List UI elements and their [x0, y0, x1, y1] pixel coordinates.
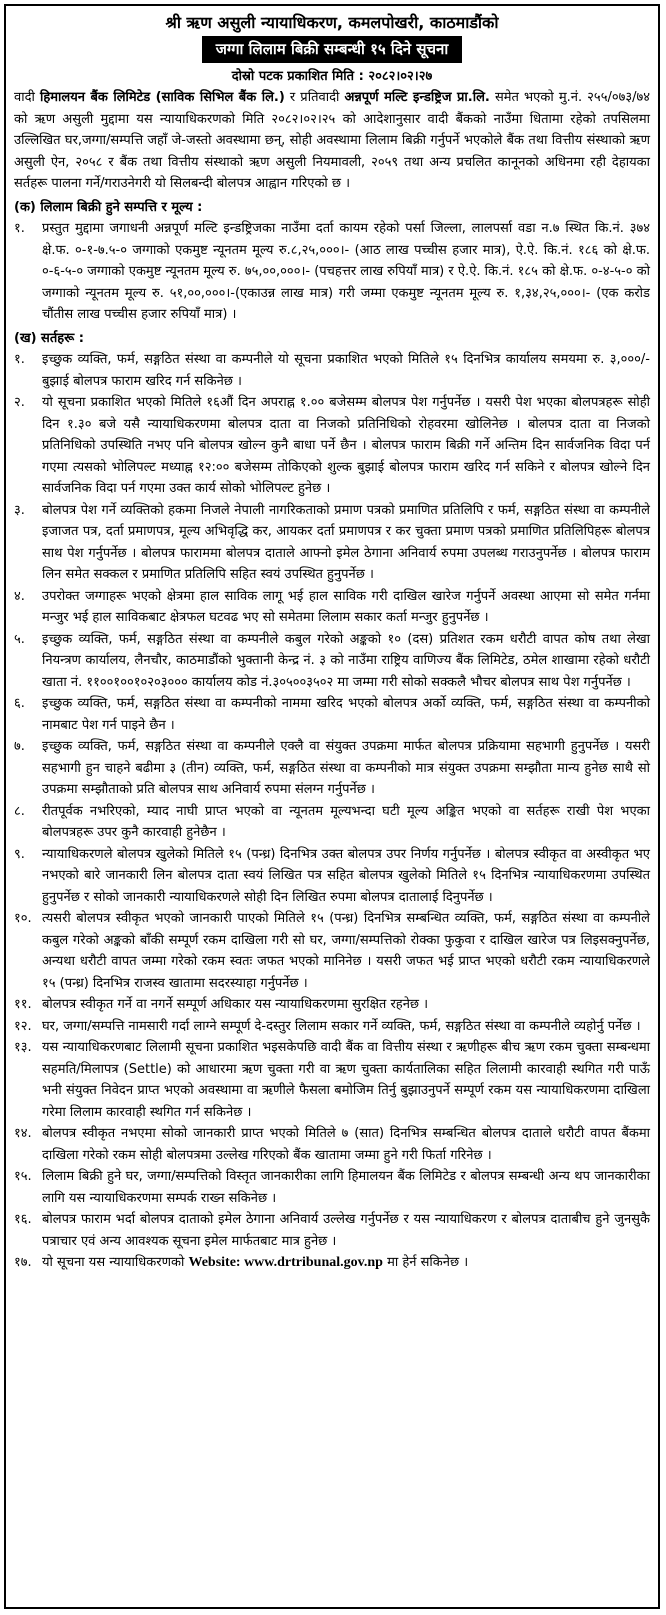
item-text: बोलपत्र फाराम भर्दा बोलपत्र दाताको इमेल ठेगाना अनिवार्य उल्लेख गर्नुपर्नेछ र यस न्यायाधिकरण र बोलपत्र दाताबीच हुने जुनसुकै पत्राचार एवं अन्य आवश्यक सूचना इमेल मार्फतबाट मात्र हुनेछ ।: [42, 1212, 650, 1249]
list-item: [14, 1166, 650, 1209]
notice-title-wrap: [14, 36, 650, 63]
list-item: [14, 349, 650, 392]
auction-notice: [4, 4, 660, 1609]
list-item: [14, 1037, 650, 1123]
item-number: ३.: [14, 502, 25, 518]
item-text: बोलपत्र स्वीकृत गर्ने वा नगर्ने सम्पूर्ण अधिकार यस न्यायाधिकरणमा सुरक्षित रहनेछ ।: [42, 997, 429, 1012]
website-suffix: मा हेर्न सकिनेछ ।: [387, 1255, 469, 1270]
notice-title: जग्गा लिलाम बिक्री सम्बन्धी १५ दिने सूचना: [202, 36, 462, 63]
item-text: घर, जग्गा/सम्पत्ति नामसारी गर्दा लाग्ने सम्पूर्ण दे-दस्तुर लिलाम सकार गर्ने व्यक्ति, फर्म, सङ्गठित संस्था वा कम्पनीले व्यहोर्नु पर्नेछ ।: [42, 1018, 641, 1034]
section-a-list: [14, 218, 650, 326]
list-item: [14, 629, 650, 694]
website-prefix: यो सूचना यस न्यायाधिकरणको: [42, 1255, 185, 1270]
item-number: ९.: [14, 846, 25, 862]
item-number: २.: [14, 395, 25, 410]
item-number: ७.: [14, 739, 25, 754]
item-text: बोलपत्र पेश गर्ने व्यक्तिको हकमा निजले नेपाली नागरिकताको प्रमाण पत्रको प्रमाणित प्रतिलिपि र फर्म, सङ्गठित संस्था वा कम्पनीले इजाजत पत्र, दर्ता प्रमाणपत्र, मूल्य अभिवृद्धि कर, आयकर दर्ता प्रमाणपत्र र कर चुक्ता प्रमाण पत्रको प्रमाणित प्रतिलिपिहरू बोलपत्र साथ पेश गर्नुपर्नेछ । बोलपत्र फाराममा बोलपत्र दाताले आफ्नो इमेल ठेगाना अनिवार्य रुपमा उपलब्ध गराउनुपर्नेछ । बोलपत्र फाराम लिन समेत सक्कल र प्रमाणित प्रतिलिपि सहित स्वयं उपस्थित हुनुपर्नेछ ।: [42, 502, 650, 582]
item-text: बोलपत्र स्वीकृत नभएमा सोको जानकारी प्राप्त भएको मितिले ७ (सात) दिनभित्र सम्बन्धित बोलपत्र दाताले धरौटी वापत बैंकमा दाखिला गरेको रकम सोही बोलपत्रमा उल्लेख गरिएको बैंक खातामा जम्मा हुने गरी फिर्ता गरिनेछ ।: [42, 1126, 650, 1163]
list-item: [14, 586, 650, 629]
list-item: [14, 908, 650, 994]
item-text: न्यायाधिकरणले बोलपत्र खुलेको मितिले १५ (पन्ध्र) दिनभित्र उक्त बोलपत्र उपर निर्णय गर्नुपर्नेछ । बोलपत्र स्वीकृत वा अस्वीकृत भए नभएको बारे जानकारी लिन बोलपत्र दाता स्वयं लिखित पत्र सहित बोलपत्र खुलेको मितिले १५ दिनभित्र न्यायाधिकरणमा उपस्थित हुनुपर्नेछ र सोको जानकारी न्यायाधिकरणले सोही दिन लिखित रुपमा बोलपत्र दातालाई दिनुपर्नेछ ।: [42, 846, 650, 905]
list-item: [14, 218, 650, 326]
item-text: यस न्यायाधिकरणबाट लिलामी सूचना प्रकाशित भइसकेपछि वादी बैंक वा वित्तीय संस्था र ऋणीहरू बीच ऋण रकम चुक्ता सम्बन्धमा सहमति/मिलापत्र (Settle) को आधारमा ऋण चुक्ता गरी वा ऋण चुक्ता कार्यतालिका सहित लिलामी कारवाही स्थगित गरी पाऊँ भनी संयुक्त निवेदन प्राप्त भएको अवस्थामा वा ऋणीले फैसला बमोजिम तिर्नु बुझाउनुपर्ने सम्पूर्ण रकम यस न्यायाधिकरणमा दाखिला गरेमा लिलाम कारवाही स्थगित गर्न सकिनेछ ।: [42, 1040, 650, 1120]
item-text: इच्छुक व्यक्ति, फर्म, सङ्गठित संस्था वा कम्पनीले एक्लै वा संयुक्त उपक्रमा मार्फत बोलपत्र प्रक्रियामा सहभागी हुनुपर्नेछ । यसरी सहभागी हुन चाहने बढीमा ३ (तीन) व्यक्ति, फर्म, सङ्गठित संस्था वा कम्पनीको मात्र संयुक्त उपक्रमा सम्झौता मान्य हुनेछ साथै सो उपक्रमा सम्झौताको प्रति बोलपत्र साथ अनिवार्य रुपमा संलग्न गर्नुपर्नेछ ।: [42, 739, 650, 797]
item-number: १०.: [14, 911, 32, 926]
item-number: १६.: [14, 1212, 32, 1227]
list-item: [14, 500, 650, 586]
item-number: १३.: [14, 1040, 32, 1055]
item-text: [42, 1252, 650, 1274]
item-number: ६.: [14, 696, 25, 711]
item-text: प्रस्तुत मुद्दामा जगाधनी अन्नपूर्ण मल्टि इन्डष्ट्रिजका नाउँमा दर्ता कायम रहेको पर्सा जिल्ला, लालपर्सा वडा न.७ स्थित कि.नं. ३७४ क्षे.फ. ०-१-७.५-० जग्गाको एकमुष्ट न्यूनतम मूल्य रु.८,२५,०००।- (आठ लाख पच्चीस हजार मात्र), ऐ.ऐ. कि.नं. १८६ को क्षे.फ. ०-६-५-० जग्गाको एकमुष्ट न्यूनतम मूल्य रु. ७५,००,०००।- (पचहत्तर लाख रुपियाँ मात्र) र ऐ.ऐ. कि.नं. १८५ को क्षे.फ. ०-४-५-० को जग्गाको न्यूनतम मूल्य रु. ५१,००,०००।-(एकाउन्न लाख मात्र) गरी जम्मा एकमुष्ट न्यूनतम मूल्य रु. १,३४,२५,०००।- (एक करोड चौंतीस लाख पच्चीस हजार रुपियाँ मात्र) ।: [42, 221, 650, 322]
item-number: १७.: [14, 1255, 32, 1270]
item-number: १.: [14, 221, 25, 236]
list-item: [14, 801, 650, 844]
item-text: उपरोक्त जग्गाहरू भएको क्षेत्रमा हाल साविक लागू भई हाल साविक गरी दाखिल खारेज गर्नुपर्ने अवस्था आएमा सो समेत गर्नमा मन्जुर भई हाल साविकबाट क्षेत्रफल घटवढ भए सो समेतमा लिलाम सकार कर्ता मन्जुर हुनुपर्नेछ ।: [42, 588, 650, 625]
defendant-name: अन्नपूर्ण मल्टि इन्डष्ट्रिज प्रा.लि.: [344, 90, 490, 105]
item-number: ८.: [14, 803, 25, 819]
publication-date: दोस्रो पटक प्रकाशित मिति : २०८२।०२।२७: [231, 69, 433, 84]
list-item: [14, 994, 650, 1016]
list-item: [14, 1252, 650, 1274]
item-number: १२.: [14, 1018, 32, 1034]
list-item: [14, 1016, 650, 1038]
item-number: ४.: [14, 588, 25, 604]
section-a-heading: (क) लिलाम बिक्री हुने सम्पत्ति र मूल्य :: [14, 199, 203, 215]
list-item: [14, 844, 650, 909]
website-link[interactable]: Website: www.drtribunal.gov.np: [188, 1255, 383, 1270]
list-item: [14, 1209, 650, 1252]
item-number: ५.: [14, 631, 25, 647]
intro-mid: र प्रतिवादी: [289, 90, 340, 105]
item-text: रीतपूर्वक नभरिएको, म्याद नाघी प्राप्त भएको वा न्यूनतम मूल्यभन्दा घटी मूल्य अङ्कित भएको वा सर्तहरू राखी पेश भएका बोलपत्रहरू उपर कुनै कारवाही हुनेछैन ।: [42, 803, 650, 840]
list-item: [14, 736, 650, 801]
conditions-list: [14, 349, 650, 1274]
list-item: [14, 1123, 650, 1166]
tribunal-title: श्री ऋण असुली न्यायाधिकरण, कमलपोखरी, काठमाडौंको: [165, 13, 499, 32]
item-number: ११.: [14, 997, 32, 1012]
item-text: लिलाम बिक्री हुने घर, जग्गा/सम्पत्तिको विस्तृत जानकारीका लागि हिमालयन बैंक लिमिटेड र बोलपत्र सम्बन्धी अन्य थप जानकारीका लागि यस न्यायाधिकरणमा सम्पर्क राख्न सकिनेछ ।: [42, 1169, 650, 1206]
item-text: इच्छुक व्यक्ति, फर्म, सङ्गठित संस्था वा कम्पनीले कबुल गरेको अङ्कको १० (दस) प्रतिशत रकम धरौटी वापत कोष तथा लेखा नियन्त्रण कार्यालय, लैनचौर, काठमाडौंको भुक्तानी केन्द्र नं. ३ को नाउँमा राष्ट्रिय वाणिज्य बैंक लिमिटेड, ठमेल शाखामा रहेको धरौटी खाता नं. ११००१००१०२०३००० कार्यालय कोड नं.३०५००३५०२ मा जम्मा गरी सोको सक्कलै भौचर बोलपत्र साथ पेश गर्नुपर्नेछ ।: [42, 631, 650, 690]
list-item: [14, 693, 650, 736]
item-number: १४.: [14, 1126, 32, 1141]
intro-prefix: वादी: [14, 90, 35, 105]
item-text: यो सूचना प्रकाशित भएको मितिले १६औं दिन अपराह्न १.०० बजेसम्म बोलपत्र पेश गर्नुपर्नेछ । यसरी पेश भएका बोलपत्रहरू सोही दिन १.३० बजे यसै न्यायाधिकरणमा बोलपत्र दाता वा निजको प्रतिनिधिको रोहवरमा खोलिनेछ । बोलपत्र दाता वा निजको प्रतिनिधिको उपस्थिति नभए पनि बोलपत्र खोल्न कुनै बाधा पर्ने छैन । बोलपत्र फाराम बिक्री गर्ने अन्तिम दिन सार्वजनिक विदा पर्न गएमा त्यसको भोलिपल्ट मध्याह्न १२:०० बजेसम्म तोकिएको शुल्क बुझाई बोलपत्र फाराम खरिद गर्न सकिने र बोलपत्र खोल्ने दिन सार्वजनिक विदा पर्न गएमा उक्त कार्य सोको भोलिपल्ट हुनेछ ।: [42, 395, 650, 496]
section-b-heading: (ख) सर्तहरू :: [14, 330, 84, 346]
list-item: [14, 392, 650, 500]
plaintiff-name: हिमालयन बैंक लिमिटेड (साविक सिभिल बैंक लि.): [39, 90, 285, 105]
item-number: १.: [14, 352, 25, 367]
intro-rest: समेत भएको मु.नं. २५५/०७३/७४ को ऋण असुली मुद्दामा यस न्यायाधिकरणको मिति २०८२।०२।२५ को आदेशानुसार वादी बैंकको नाउँमा धितामा रहेको तपसिलमा उल्लिखित घर,जग्गा/सम्पत्ति जहाँ जे-जस्तो अवस्थामा छन्, सोही अवस्थामा लिलाम बिक्री गर्नुपर्ने भएकोले बैंक तथा वित्तीय संस्थाको ऋण असुली ऐन, २०५८ र बैंक तथा वित्तीय संस्थाको ऋण असुली नियमावली, २०५९ तथा अन्य प्रचलित कानूनको अधिनमा रही देहायका सर्तहरू पालना गर्ने/गराउनेगरी यो सिलबन्दी बोलपत्र आह्वान गरिएको छ ।: [14, 90, 651, 191]
item-number: १५.: [14, 1169, 32, 1184]
item-text: इच्छुक व्यक्ति, फर्म, सङ्गठित संस्था वा कम्पनीको नाममा खरिद भएको बोलपत्र अर्को व्यक्ति, फर्म, सङ्गठित संस्था वा कम्पनीको नामबाट पेश गर्न पाइने छैन ।: [42, 696, 650, 733]
intro-paragraph: [14, 87, 650, 195]
item-text: इच्छुक व्यक्ति, फर्म, सङ्गठित संस्था वा कम्पनीले यो सूचना प्रकाशित भएको मितिले १५ दिनभित्र कार्यालय समयमा रु. ३,०००/- बुझाई बोलपत्र फाराम खरिद गर्न सकिनेछ ।: [42, 352, 650, 389]
item-text: त्यसरी बोलपत्र स्वीकृत भएको जानकारी पाएको मितिले १५ (पन्ध्र) दिनभित्र सम्बन्धित व्यक्ति, फर्म, सङ्गठित संस्था वा कम्पनीले कबुल गरेको अङ्कको बाँकी सम्पूर्ण रकम दाखिला गरी सो घर, जग्गा/सम्पत्तिको रोक्का फुकुवा र दाखिल खारेज पत्र लिइसक्नुपर्नेछ, अन्यथा धरौटी वापत जम्मा गरेको रकम स्वतः जफत भएको मानिनेछ । यसरी जफत भई प्राप्त भएको धरौटी रकम न्यायाधिकरणले १५ (पन्ध्र) दिनभित्र राजस्व खातामा सदरस्याहा गर्नुपर्नेछ ।: [42, 911, 650, 991]
